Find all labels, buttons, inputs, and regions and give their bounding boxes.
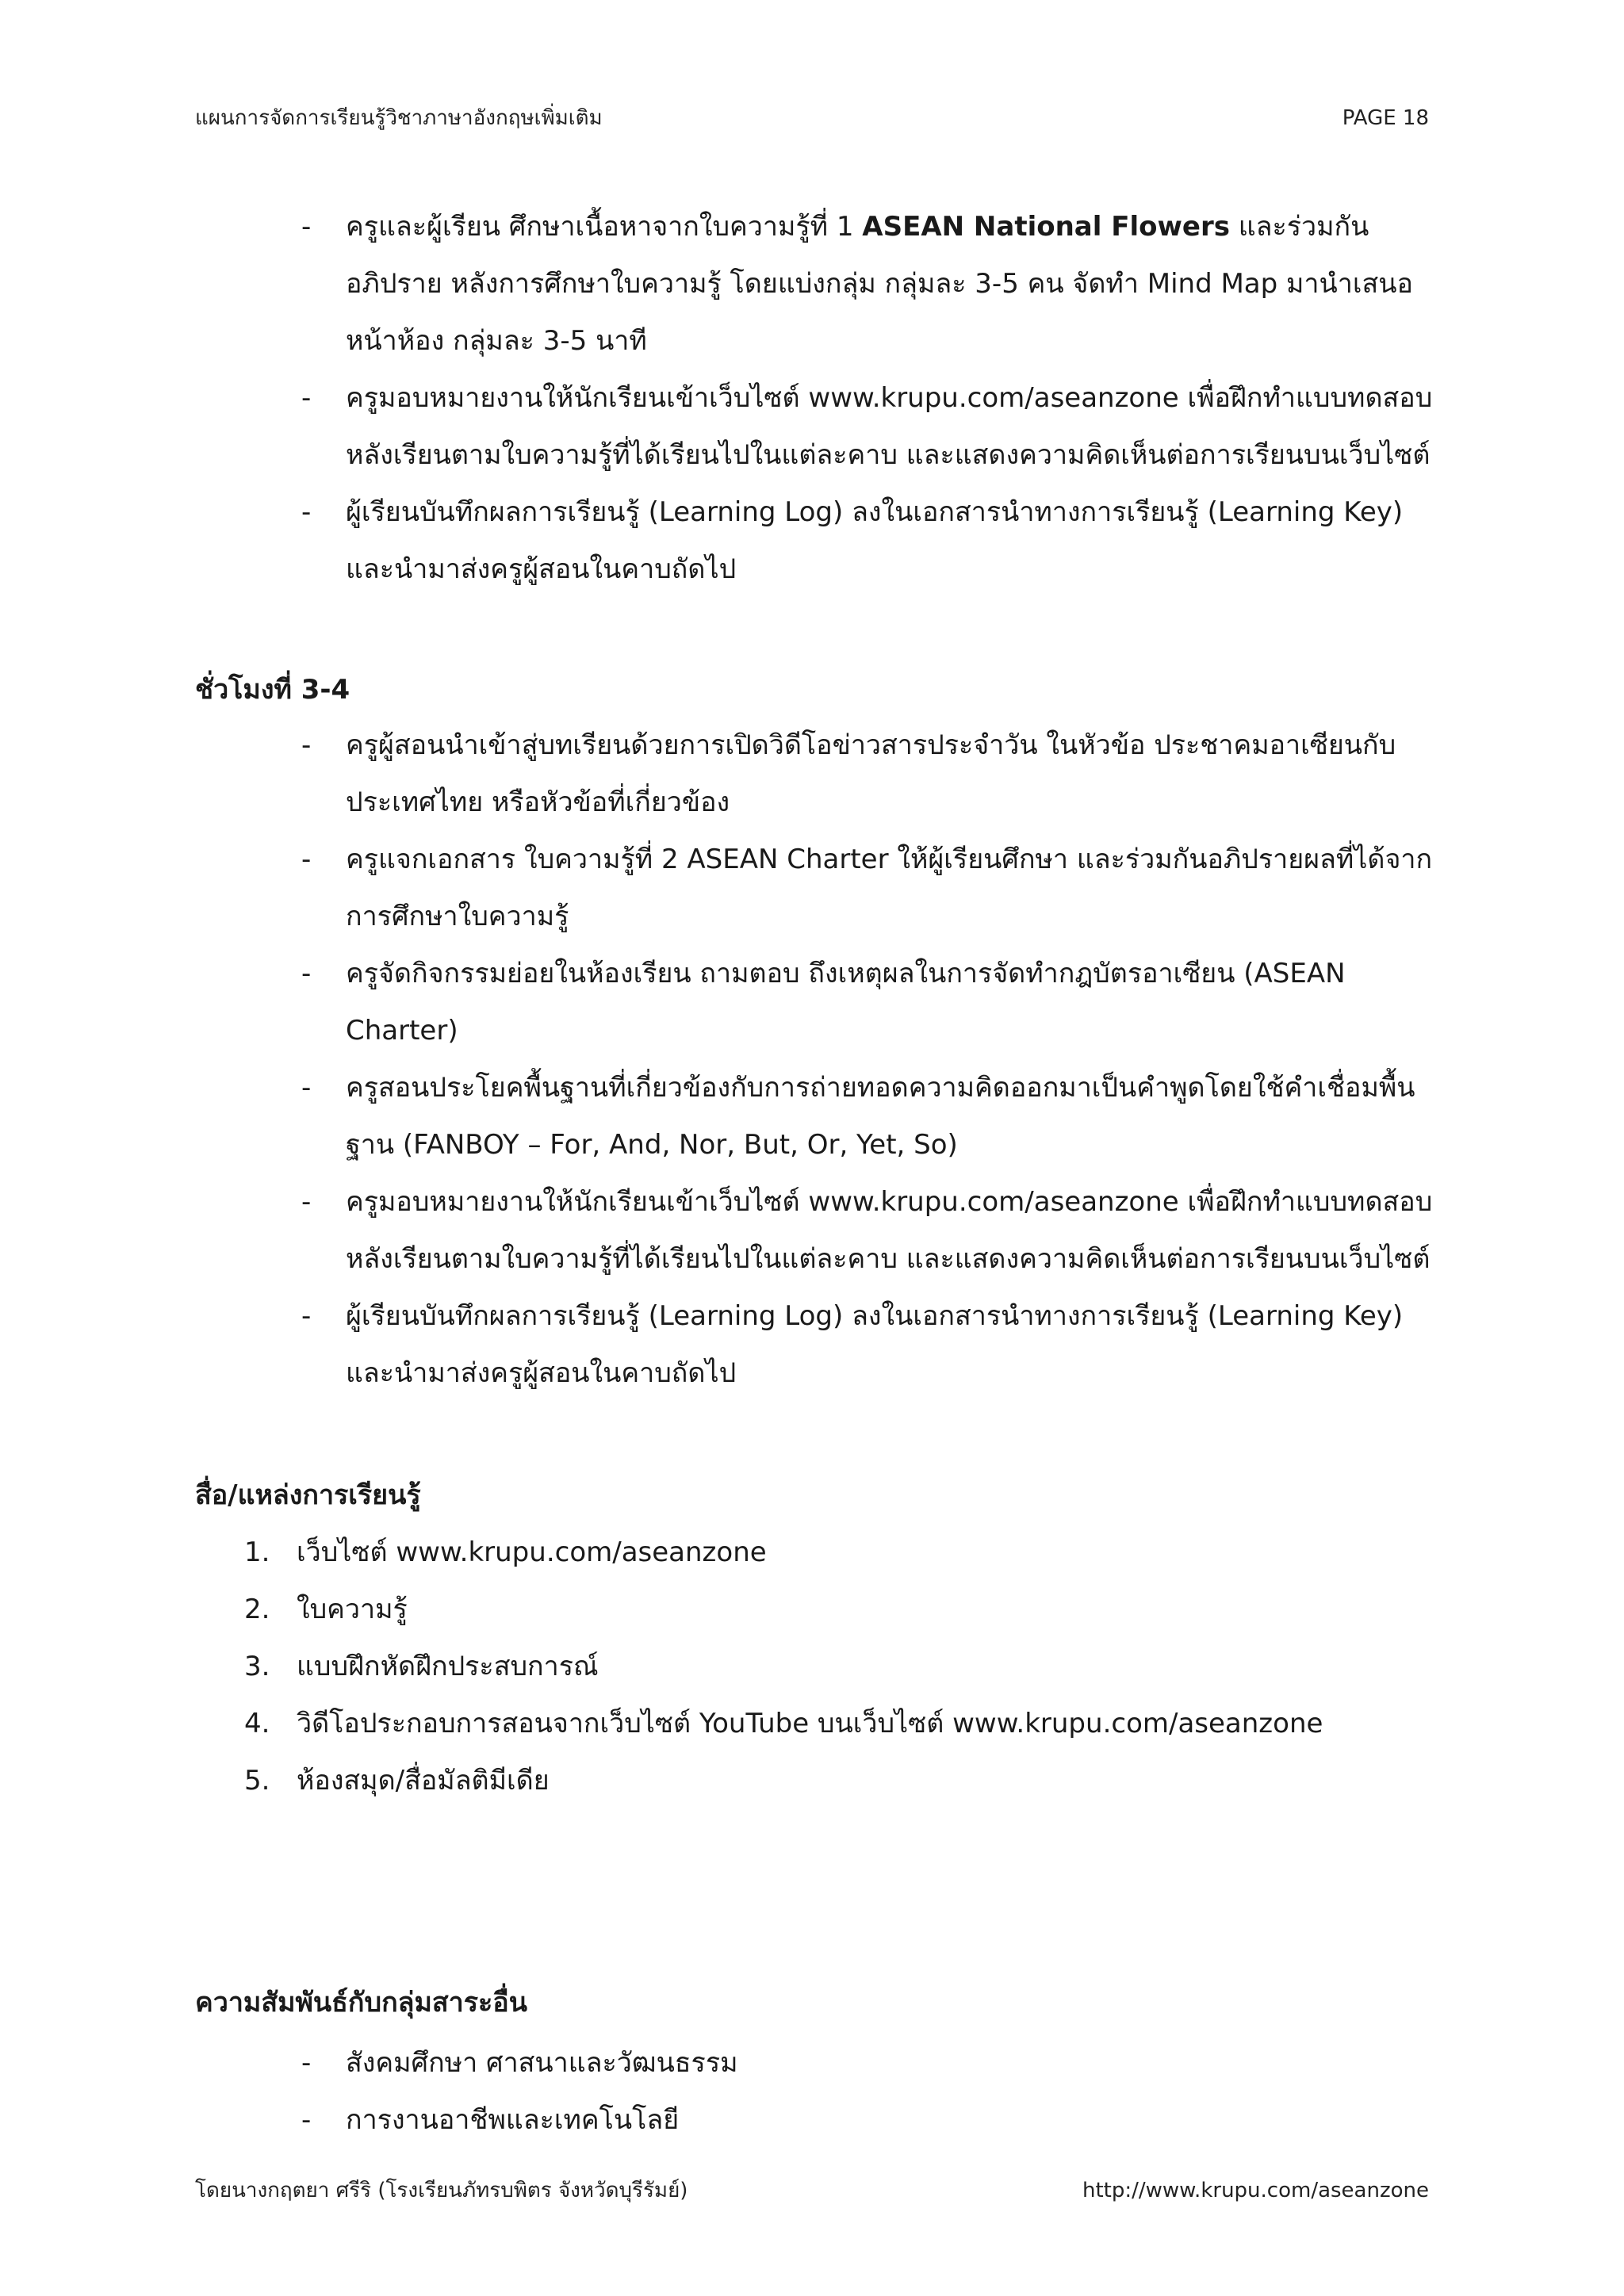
item-number: 2. bbox=[244, 1594, 270, 1625]
list-item: - ครูสอนประโยคพื้นฐานที่เกี่ยวข้องกับการถ่ายทอดความคิดออกมาเป็นคำพูดโดยใช้คำเชื่อมพื้นฐาน (FANBOY – For, And, Nor, But, Or, Yet, So) bbox=[301, 1059, 1434, 1173]
dash-bullet: - bbox=[301, 496, 312, 528]
dash-bullet: - bbox=[301, 1072, 312, 1104]
item-number: 4. bbox=[244, 1708, 270, 1739]
list-item: - ผู้เรียนบันทึกผลการเรียนรู้ (Learning Log) ลงในเอกสารนำทางการเรียนรู้ (Learning Key) และนำมาส่งครูผู้สอนในคาบถัดไป bbox=[301, 484, 1434, 598]
footer-url: http://www.krupu.com/aseanzone bbox=[1082, 2179, 1429, 2202]
list-item: 5. ห้องสมุด/สื่อมัลติมีเดีย bbox=[244, 1752, 1434, 1809]
list-item: 2. ใบความรู้ bbox=[244, 1581, 1434, 1638]
section-heading-media: สื่อ/แหล่งการเรียนรู้ bbox=[195, 1479, 421, 1511]
list-item: - การงานอาชีพและเทคโนโลยี bbox=[301, 2091, 1434, 2149]
dash-bullet: - bbox=[301, 729, 312, 761]
relations-list bbox=[195, 2034, 1434, 2149]
dash-bullet: - bbox=[301, 844, 312, 875]
item-number: 3. bbox=[244, 1651, 270, 1682]
list-item: - ครูผู้สอนนำเข้าสู่บทเรียนด้วยการเปิดวิดีโอข่าวสารประจำวัน ในหัวข้อ ประชาคมอาเซียนกับประเทศไทย หรือหัวข้อที่เกี่ยวข้อง bbox=[301, 717, 1434, 831]
page-number: PAGE 18 bbox=[1342, 106, 1429, 130]
page-footer bbox=[195, 2174, 1429, 2206]
dash-bullet: - bbox=[301, 211, 312, 243]
list-item: - ครูมอบหมายงานให้นักเรียนเข้าเว็บไซต์ www.krupu.com/aseanzone เพื่อฝึกทำแบบทดสอบหลังเรียนตามใบความรู้ที่ได้เรียนไปในแต่ละคาบ และแสดงความคิดเห็นต่อการเรียนบนเว็บไซต์ bbox=[301, 369, 1434, 484]
page-header bbox=[195, 101, 1429, 134]
section-heading-relations: ความสัมพันธ์กับกลุ่มสาระอื่น bbox=[195, 1987, 527, 2019]
list-item: 1. เว็บไซต์ www.krupu.com/aseanzone bbox=[244, 1524, 1434, 1581]
bold-title: ASEAN National Flowers bbox=[862, 211, 1230, 243]
list-item: - ครูและผู้เรียน ศึกษาเนื้อหาจากใบความรู้ที่ 1 ASEAN National Flowers และร่วมกันอภิปราย หลังการศึกษาใบความรู้ โดยแบ่งกลุ่ม กลุ่มละ 3-5 คน จัดทำ Mind Map มานำเสนอหน้าห้อง กลุ่มละ 3-5 นาที bbox=[301, 198, 1434, 369]
list-item: 4. วิดีโอประกอบการสอนจากเว็บไซต์ YouTube บนเว็บไซต์ www.krupu.com/aseanzone bbox=[244, 1695, 1434, 1752]
dash-bullet: - bbox=[301, 958, 312, 989]
section-heading-hours: ชั่วโมงที่ 3-4 bbox=[195, 674, 350, 706]
item-number: 1. bbox=[244, 1536, 270, 1568]
media-list bbox=[244, 1524, 1434, 1809]
dash-bullet: - bbox=[301, 1186, 312, 1218]
dash-bullet: - bbox=[301, 1300, 312, 1332]
list-item: - ครูแจกเอกสาร ใบความรู้ที่ 2 ASEAN Charter ให้ผู้เรียนศึกษา และร่วมกันอภิปรายผลที่ได้จากการศึกษาใบความรู้ bbox=[301, 831, 1434, 945]
activity-list-2 bbox=[195, 717, 1434, 1402]
dash-bullet: - bbox=[301, 2104, 312, 2136]
list-item: - ผู้เรียนบันทึกผลการเรียนรู้ (Learning Log) ลงในเอกสารนำทางการเรียนรู้ (Learning Key) และนำมาส่งครูผู้สอนในคาบถัดไป bbox=[301, 1288, 1434, 1402]
list-item: - ครูจัดกิจกรรมย่อยในห้องเรียน ถามตอบ ถึงเหตุผลในการจัดทำกฎบัตรอาเซียน (ASEAN Charter) bbox=[301, 945, 1434, 1059]
list-item: - สังคมศึกษา ศาสนาและวัฒนธรรม bbox=[301, 2034, 1434, 2091]
item-number: 5. bbox=[244, 1765, 270, 1797]
dash-bullet: - bbox=[301, 382, 312, 414]
document-title: แผนการจัดการเรียนรู้วิชาภาษาอังกฤษเพิ่มเติม bbox=[195, 106, 603, 130]
list-item: - ครูมอบหมายงานให้นักเรียนเข้าเว็บไซต์ www.krupu.com/aseanzone เพื่อฝึกทำแบบทดสอบหลังเรียนตามใบความรู้ที่ได้เรียนไปในแต่ละคาบ และแสดงความคิดเห็นต่อการเรียนบนเว็บไซต์ bbox=[301, 1173, 1434, 1288]
activity-list-1 bbox=[195, 198, 1434, 598]
dash-bullet: - bbox=[301, 2047, 312, 2079]
list-item: 3. แบบฝึกหัดฝึกประสบการณ์ bbox=[244, 1638, 1434, 1695]
author-credit: โดยนางกฤตยา ศรีริ (โรงเรียนภัทรบพิตร จังหวัดบุรีรัมย์) bbox=[195, 2179, 688, 2202]
